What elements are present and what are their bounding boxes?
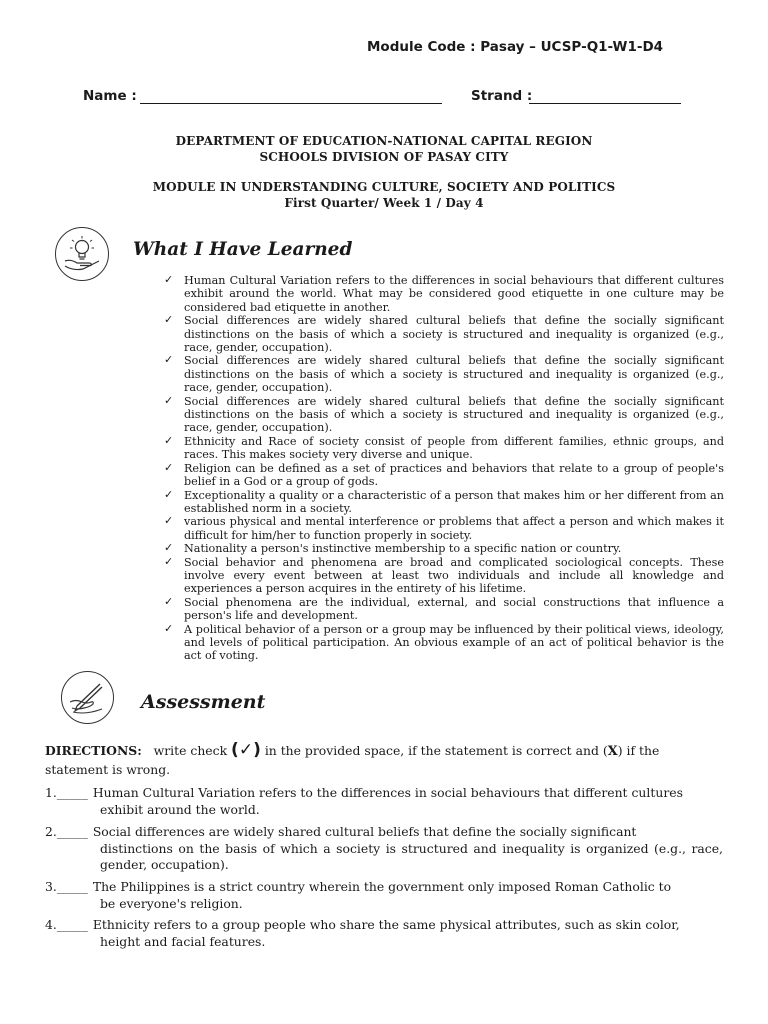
department-heading: DEPARTMENT OF EDUCATION-NATIONAL CAPITAL REGION	[175, 134, 593, 148]
check-icon: ✓	[164, 433, 174, 447]
x-mark-icon: X	[607, 744, 618, 759]
list-item: ✓ Social differences are widely shared cultural beliefs that define the socially significant distinctions on the basis of which a society is structured and inequality is organized (e.g., race, gender, occupation).	[164, 353, 724, 395]
question-item: 3._____ The Philippines is a strict country wherein the government only imposed Roman Catholic to be everyone's religion.	[45, 879, 672, 911]
check-icon: ✓	[164, 594, 174, 608]
question-item: 4._____ Ethnicity refers to a group people who share the same physical attributes, such as skin color, height and facial features.	[45, 917, 680, 949]
list-item: ✓ A political behavior of a person or a group may be influenced by their political views, ideology, and levels of political participation. An obvious example of an act of political behavior is the act of voting.	[164, 621, 724, 663]
pen-hand-icon	[61, 671, 114, 724]
directions-label: DIRECTIONS:	[45, 743, 142, 758]
list-item: ✓ Nationality a person's instinctive membership to a specific nation or country.	[164, 541, 622, 556]
strand-label: Strand :	[471, 88, 533, 104]
check-icon: ✓	[164, 554, 174, 568]
check-icon: ✓	[164, 460, 174, 474]
learned-list	[164, 274, 724, 663]
question-item: 2._____ Social differences are widely shared cultural beliefs that define the socially significant distinctions on the basis of which a society is structured and inequality is organized (e.g., race, gender, occupation).	[45, 824, 723, 872]
check-icon: ✓	[164, 621, 174, 635]
answer-blank[interactable]: 4._____	[45, 917, 88, 932]
answer-blank[interactable]: 3._____	[45, 879, 88, 894]
list-item: ✓ Exceptionality a quality or a characteristic of a person that makes him or her different from an established norm in a society.	[164, 487, 724, 515]
check-icon: ✓	[164, 541, 174, 555]
module-code: Module Code : Pasay – UCSP-Q1-W1-D4	[367, 39, 664, 55]
list-item: ✓ Social differences are widely shared cultural beliefs that define the socially significant distinctions on the basis of which a society is structured and inequality is organized (e.g., race, gender, occupation).	[164, 313, 724, 355]
strand-blank-line[interactable]	[529, 103, 681, 104]
list-item: ✓ Social differences are widely shared cultural beliefs that define the socially significant distinctions on the basis of which a society is structured and inequality is organized (e.g., race, gender, occupation).	[164, 393, 724, 435]
answer-blank[interactable]: 2._____	[45, 824, 88, 839]
check-icon: ✓	[164, 273, 174, 286]
question-item: 1._____ Human Cultural Variation refers to the differences in social behaviours that different cultures exhibit around the world.	[45, 785, 683, 817]
list-item: ✓ various physical and mental interference or problems that affect a person and which makes it difficult for him/her to function properly in society.	[164, 514, 724, 542]
list-item: ✓ Human Cultural Variation refers to the differences in social behaviours that different cultures exhibit around the world. What may be considered good etiquette in one culture may be considered bad etiquette in another.	[164, 273, 724, 314]
check-icon: ✓	[164, 393, 174, 407]
assessment-title: Assessment	[141, 691, 266, 713]
answer-blank[interactable]: 1._____	[45, 785, 88, 800]
list-item: ✓ Social behavior and phenomena are broad and complicated sociological concepts. These involve every event between at least two individuals and include all knowledge and experiences a person acquires in the entirety of his lifetime.	[164, 554, 724, 596]
directions: DIRECTIONS: write check (✓) in the provided space, if the statement is correct and (X) if the statement is wrong.	[45, 740, 660, 777]
check-icon: ✓	[164, 487, 174, 501]
list-item: ✓ Ethnicity and Race of society consist of people from different families, ethnic groups, and races. This makes society very diverse and unique.	[164, 433, 724, 462]
name-blank-line[interactable]	[140, 103, 442, 104]
check-icon: ✓	[238, 740, 254, 760]
name-label: Name :	[83, 88, 137, 104]
list-item: ✓ Religion can be defined as a set of practices and behaviors that relate to a group of people's belief in a God or a group of gods.	[164, 460, 724, 489]
check-icon: ✓	[164, 514, 174, 528]
check-icon: ✓	[164, 313, 174, 327]
module-schedule: First Quarter/ Week 1 / Day 4	[284, 196, 484, 210]
what-i-have-learned-title: What I Have Learned	[133, 239, 353, 260]
list-item: ✓ Social phenomena are the individual, external, and social constructions that influence a person's life and development.	[164, 594, 724, 623]
check-icon: ✓	[164, 353, 174, 367]
module-title: MODULE IN UNDERSTANDING CULTURE, SOCIETY AND POLITICS	[152, 180, 616, 194]
division-heading: SCHOOLS DIVISION OF PASAY CITY	[259, 150, 509, 164]
lightbulb-hand-icon	[55, 227, 109, 281]
